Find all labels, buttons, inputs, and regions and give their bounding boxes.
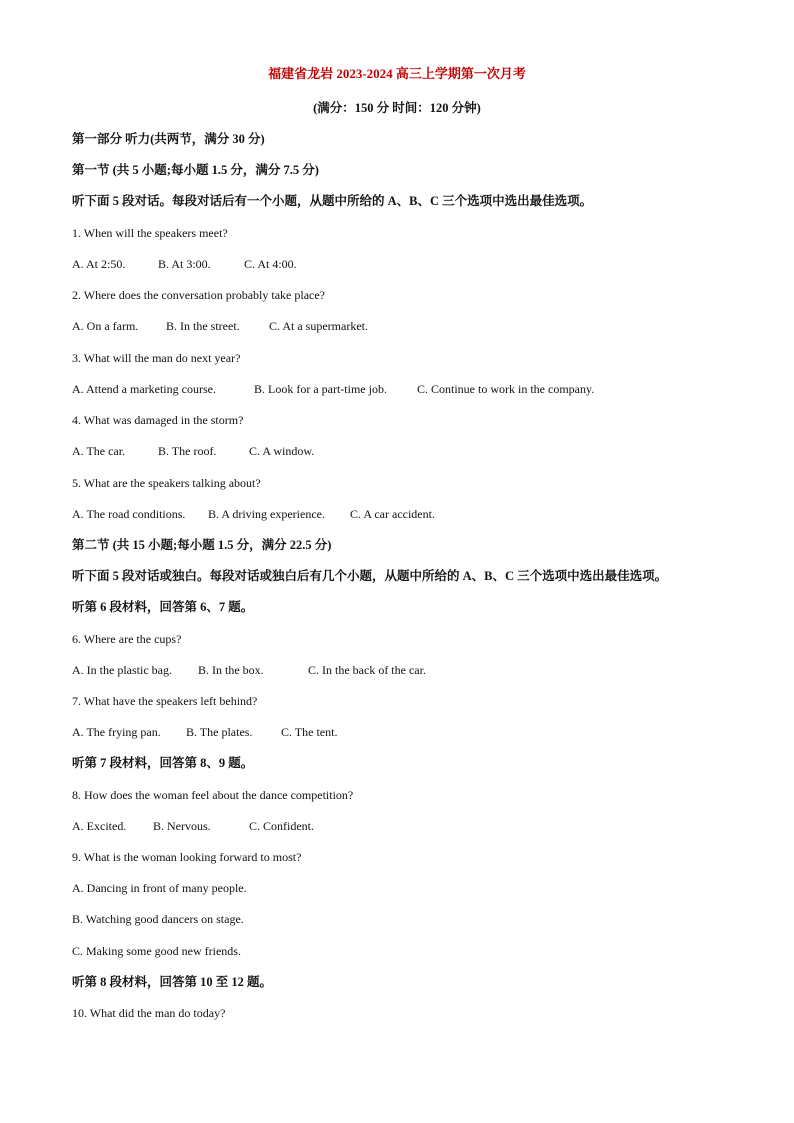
option-a: A. The frying pan. [72, 725, 161, 739]
option-a: A. The car. [72, 444, 126, 458]
part1-heading: 第一部分 听力(共两节，满分 30 分) [72, 132, 265, 146]
question-9: 9. What is the woman looking forward to most? [72, 850, 302, 864]
option-c: C. At 4:00. [244, 257, 297, 271]
option-b: B. At 3:00. [158, 257, 211, 271]
option-a: A. The road conditions. [72, 507, 186, 521]
question-2: 2. Where does the conversation probably take place? [72, 288, 326, 302]
exam-title: 福建省龙岩 2023-2024 高三上学期第一次月考 [268, 66, 526, 81]
question-7-options [72, 724, 734, 740]
material-8-heading: 听第 8 段材料，回答第 10 至 12 题。 [72, 975, 273, 989]
option-c: C. In the back of the car. [308, 663, 426, 677]
option-c: C. At a supermarket. [269, 319, 368, 333]
question-3: 3. What will the man do next year? [72, 351, 241, 365]
question-2-options [72, 318, 734, 334]
question-5-options [72, 506, 734, 522]
question-9-option-b: B. Watching good dancers on stage. [72, 912, 244, 926]
option-b: B. The roof. [158, 444, 217, 458]
option-b: B. Nervous. [153, 819, 211, 833]
option-c: C. Confident. [249, 819, 314, 833]
option-c: C. A window. [249, 444, 315, 458]
section1-instruction: 听下面 5 段对话。每段对话后有一个小题，从题中所给的 A、B、C 三个选项中选出最佳选项。 [72, 194, 593, 208]
option-a: A. Attend a marketing course. [72, 382, 216, 396]
question-10: 10. What did the man do today? [72, 1006, 226, 1020]
question-6: 6. Where are the cups? [72, 632, 182, 646]
option-b: B. In the box. [198, 663, 264, 677]
option-b: B. A driving experience. [208, 507, 325, 521]
option-a: A. Excited. [72, 819, 127, 833]
question-9-option-c: C. Making some good new friends. [72, 944, 241, 958]
material-7-heading: 听第 7 段材料，回答第 8、9 题。 [72, 756, 254, 770]
option-c: C. The tent. [281, 725, 338, 739]
option-a: A. At 2:50. [72, 257, 126, 271]
question-4: 4. What was damaged in the storm? [72, 413, 244, 427]
question-6-options [72, 662, 734, 678]
section2-instruction: 听下面 5 段对话或独白。每段对话或独白后有几个小题，从题中所给的 A、B、C 三个选项中选出最佳选项。 [72, 569, 668, 583]
option-c: C. Continue to work in the company. [417, 382, 595, 396]
question-1-options [72, 256, 734, 272]
question-1: 1. When will the speakers meet? [72, 226, 228, 240]
option-c: C. A car accident. [350, 507, 435, 521]
question-8: 8. How does the woman feel about the dance competition? [72, 788, 354, 802]
section1-heading: 第一节 (共 5 小题;每小题 1.5 分，满分 7.5 分) [72, 163, 319, 177]
question-4-options [72, 443, 734, 459]
section2-heading: 第二节 (共 15 小题;每小题 1.5 分，满分 22.5 分) [72, 538, 332, 552]
question-7: 7. What have the speakers left behind? [72, 694, 258, 708]
option-a: A. On a farm. [72, 319, 139, 333]
option-b: B. In the street. [166, 319, 240, 333]
question-8-options [72, 818, 734, 834]
option-b: B. Look for a part-time job. [254, 382, 387, 396]
option-b: B. The plates. [186, 725, 253, 739]
option-a: A. In the plastic bag. [72, 663, 172, 677]
question-5: 5. What are the speakers talking about? [72, 476, 261, 490]
exam-subtitle: (满分：150 分 时间：120 分钟) [313, 101, 481, 115]
material-6-heading: 听第 6 段材料，回答第 6、7 题。 [72, 600, 254, 614]
question-3-options [72, 381, 734, 397]
question-9-option-a: A. Dancing in front of many people. [72, 881, 247, 895]
